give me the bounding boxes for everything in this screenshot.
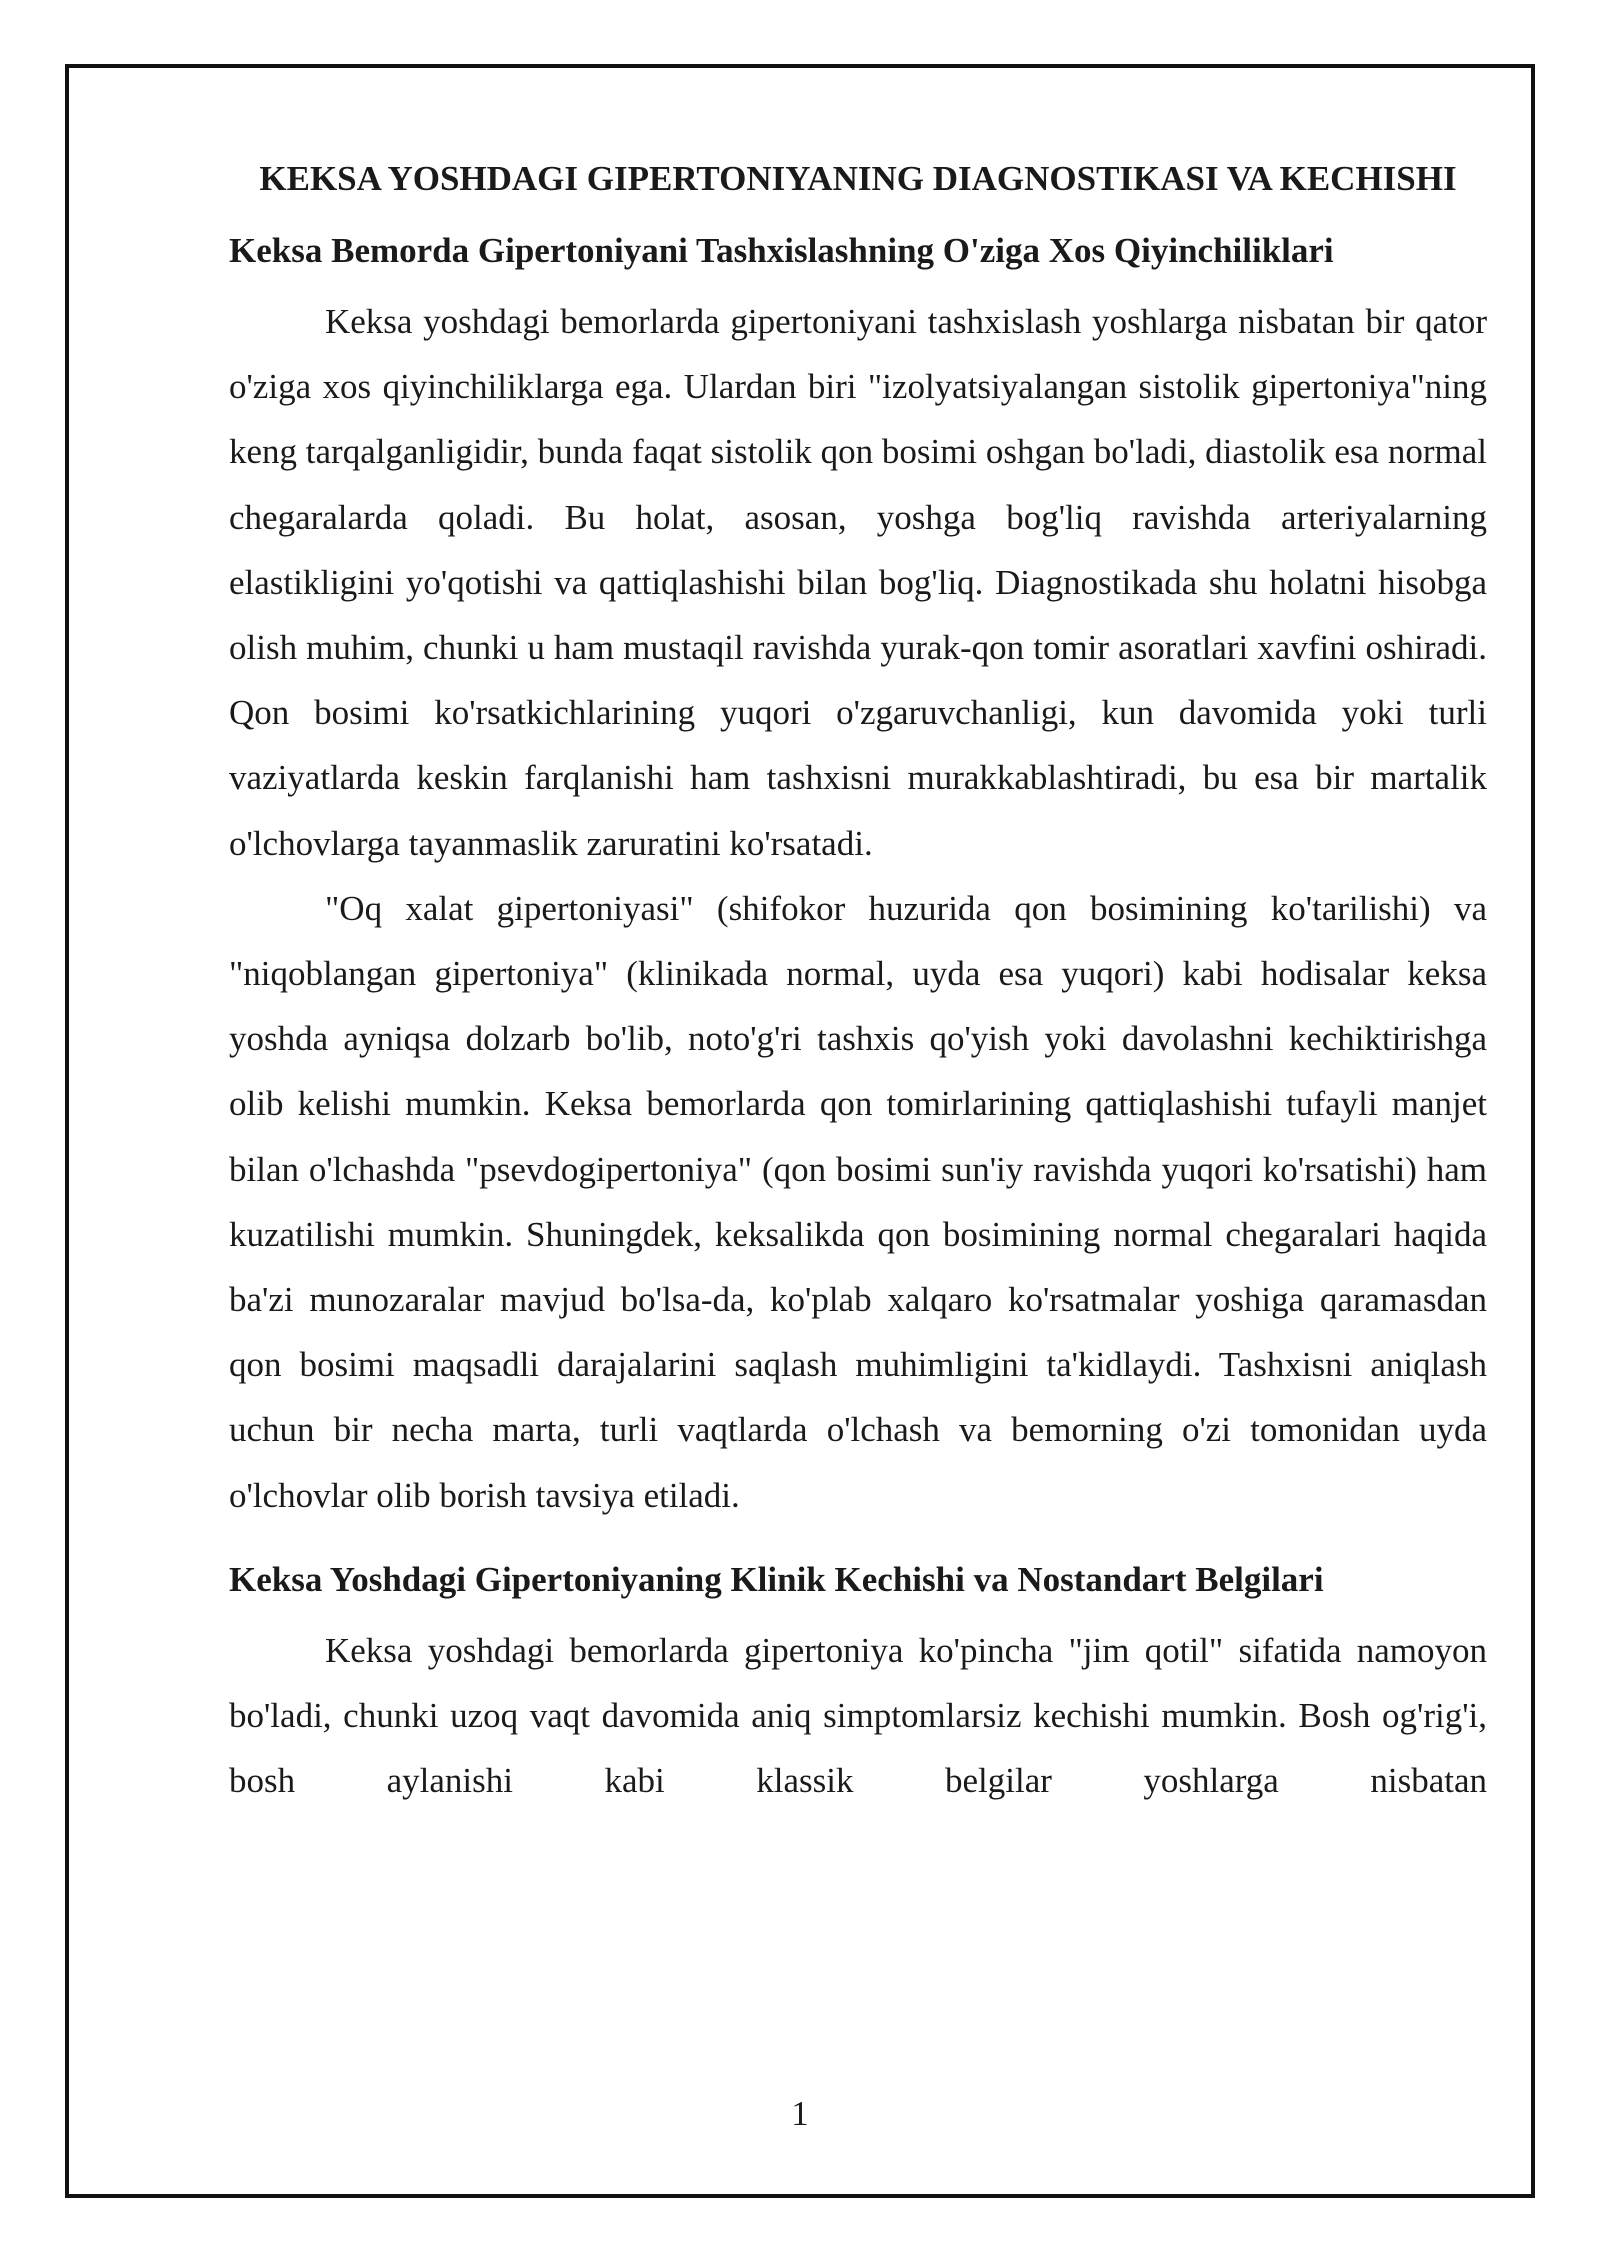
paragraph: Keksa yoshdagi bemorlarda gipertoniyani tashxislash yoshlarga nisbatan bir qator o'ziga xos qiyinchiliklarga ega. Ulardan biri "izolyatsiyalangan sistolik gipertoniya"ning keng tarqalganligidir, bunda faqat sistolik qon bosimi oshgan bo'ladi, diastolik esa normal chegaralarda qoladi. Bu holat, asosan, yoshga bog'liq ravishda arteriyalarning elastikligini yo'qotishi va qattiqlashishi bilan bog'liq. Diagnostikada shu holatni hisobga olish muhim, chunki u ham mustaqil ravishda yurak-qon tomir asoratlari xavfini oshiradi. Qon bosimi ko'rsatkichlarining yuqori o'zgaruvchanligi, kun davomida yoki turli vaziyatlarda keskin farqlanishi ham tashxisni murakkablashtiradi, bu esa bir martalik o'lchovlarga tayanmaslik zaruratini ko'rsatadi. — [229, 302, 1487, 863]
paragraph: "Oq xalat gipertoniyasi" (shifokor huzurida qon bosimining ko'tarilishi) va "niqoblangan gipertoniya" (klinikada normal, uyda esa yuqori) kabi hodisalar keksa yoshda ayniqsa dolzarb bo'lib, noto'g'ri tashxis qo'yish yoki davolashni kechiktirishga olib kelishi mumkin. Keksa bemorlarda qon tomirlarining qattiqlashishi tufayli manjet bilan o'lchashda "psevdogipertoniya" (qon bosimi sun'iy ravishda yuqori ko'rsatishi) ham kuzatilishi mumkin. Shuningdek, keksalikda qon bosimining normal chegaralari haqida ba'zi munozaralar mavjud bo'lsa-da, ko'plab xalqaro ko'rsatmalar yoshiga qaramasdan qon bosimi maqsadli darajalarini saqlash muhimligini ta'kidlaydi. Tashxisni aniqlash uchun bir necha marta, turli vaqtlarda o'lchash va bemorning o'zi tomonidan uyda o'lchovlar olib borish tavsiya etiladi. — [229, 888, 1487, 1515]
section-heading-clinical-course: Keksa Yoshdagi Gipertoniyaning Klinik Kechishi va Nostandart Belgilari — [229, 1559, 1324, 1599]
document-title: KEKSA YOSHDAGI GIPERTONIYANING DIAGNOSTIKASI VA KECHISHI — [259, 159, 1457, 198]
page-content — [229, 146, 1487, 1813]
paragraph: Keksa yoshdagi bemorlarda gipertoniya ko'pincha "jim qotil" sifatida namoyon bo'ladi, chunki uzoq vaqt davomida aniq simptomlarsiz kechishi mumkin. Bosh og'rig'i, bosh aylanishi kabi klassik belgilar yoshlarga nisbatan — [229, 1630, 1487, 1801]
section-heading-diagnosis: Keksa Bemorda Gipertoniyani Tashxislashning O'ziga Xos Qiyinchiliklari — [229, 231, 1334, 270]
page-number: 1 — [791, 2094, 809, 2133]
